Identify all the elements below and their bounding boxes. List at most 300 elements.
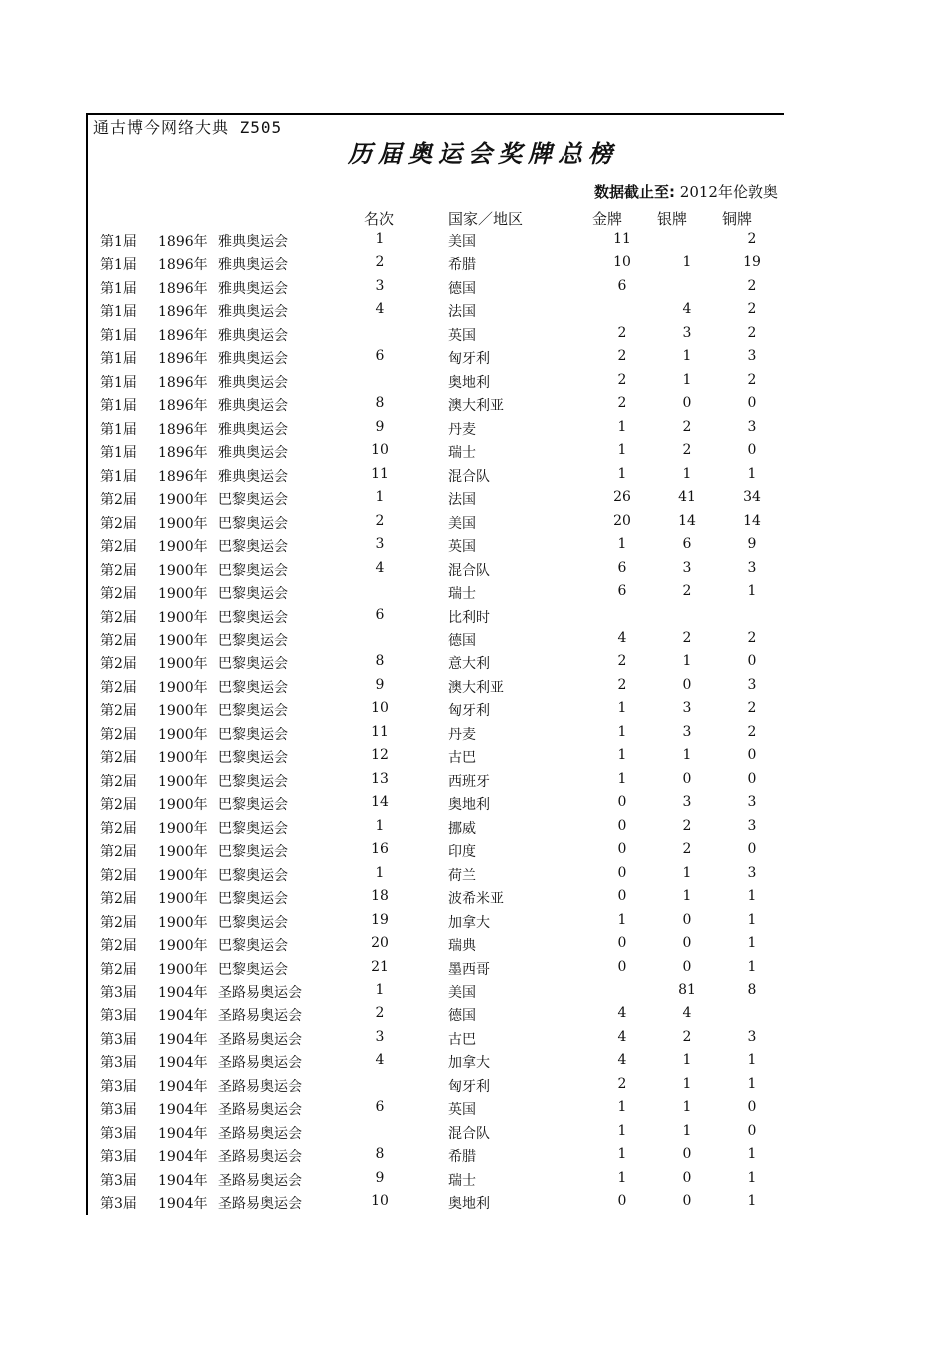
country-cell: 奥地利	[448, 374, 490, 391]
edition-cell: 第2届	[100, 820, 137, 837]
table-row	[0, 933, 950, 956]
gold-cell: 2	[617, 348, 627, 365]
year-cell: 1900年	[158, 867, 208, 884]
year-cell: 1904年	[158, 1078, 208, 1095]
rank-cell: 12	[371, 747, 389, 764]
edition-cell: 第1届	[100, 351, 137, 368]
edition-cell: 第2届	[100, 515, 137, 532]
silver-cell: 2	[682, 629, 692, 646]
silver-cell: 1	[682, 864, 692, 881]
silver-cell: 0	[682, 958, 692, 975]
games-cell: 圣路易奥运会	[218, 985, 302, 1001]
bronze-cell: 1	[747, 911, 757, 928]
bronze-cell: 0	[747, 841, 757, 858]
games-cell: 巴黎奥运会	[218, 820, 288, 837]
country-cell: 匈牙利	[448, 703, 490, 720]
silver-cell: 3	[682, 559, 692, 576]
gold-cell: 0	[617, 935, 627, 952]
year-cell: 1896年	[158, 327, 208, 344]
table-row	[0, 1074, 950, 1097]
gold-cell: 2	[617, 395, 627, 412]
rank-cell: 6	[375, 348, 385, 365]
year-cell: 1900年	[158, 562, 208, 579]
silver-cell: 2	[682, 418, 692, 435]
gold-cell: 1	[617, 1099, 627, 1116]
silver-cell: 0	[682, 935, 692, 952]
table-row	[0, 252, 950, 275]
bronze-cell: 2	[747, 277, 757, 294]
bronze-cell: 1	[747, 888, 757, 905]
year-cell: 1904年	[158, 1055, 208, 1072]
country-cell: 丹麦	[448, 421, 476, 438]
silver-cell: 1	[682, 653, 692, 670]
country-cell: 英国	[448, 327, 476, 344]
table-row	[0, 393, 950, 416]
country-cell: 古巴	[448, 1031, 476, 1048]
year-cell: 1904年	[158, 1125, 208, 1142]
page-title: 历届奥运会奖牌总榜	[348, 139, 618, 168]
country-cell: 荷兰	[448, 867, 476, 884]
edition-cell: 第2届	[100, 632, 137, 649]
edition-cell: 第3届	[100, 1008, 137, 1025]
medal-table	[0, 229, 950, 1215]
country-cell: 法国	[448, 492, 476, 509]
table-row	[0, 745, 950, 768]
year-cell: 1904年	[158, 1031, 208, 1048]
silver-cell: 2	[682, 442, 692, 459]
edition-cell: 第2届	[100, 726, 137, 743]
table-row	[0, 440, 950, 463]
table-row	[0, 675, 950, 698]
year-cell: 1900年	[158, 844, 208, 861]
silver-cell: 81	[678, 982, 696, 998]
rank-cell: 11	[371, 723, 389, 740]
games-cell: 雅典奥运会	[218, 257, 288, 274]
data-cutoff	[594, 181, 778, 202]
bronze-cell: 1	[747, 1146, 757, 1163]
silver-cell: 41	[678, 489, 696, 506]
gold-cell: 1	[617, 418, 627, 435]
gold-cell: 0	[617, 841, 627, 858]
rank-cell: 4	[375, 1052, 385, 1069]
header-bronze: 铜牌	[722, 210, 753, 228]
table-row	[0, 534, 950, 557]
edition-cell: 第2届	[100, 539, 137, 556]
games-cell: 巴黎奥运会	[218, 773, 288, 790]
edition-cell: 第3届	[100, 1031, 137, 1048]
year-cell: 1904年	[158, 1149, 208, 1166]
table-row	[0, 839, 950, 862]
country-cell: 古巴	[448, 750, 476, 767]
table-row	[0, 910, 950, 933]
edition-cell: 第2届	[100, 773, 137, 790]
table-row	[0, 487, 950, 510]
edition-cell: 第2届	[100, 492, 137, 509]
year-cell: 1900年	[158, 609, 208, 626]
year-cell: 1900年	[158, 656, 208, 673]
year-cell: 1900年	[158, 914, 208, 931]
gold-cell: 4	[617, 1005, 627, 1022]
games-cell: 圣路易奥运会	[218, 1125, 302, 1142]
bronze-cell: 3	[747, 559, 757, 576]
year-cell: 1904年	[158, 1102, 208, 1119]
table-row	[0, 323, 950, 346]
country-cell: 混合队	[448, 468, 490, 485]
games-cell: 巴黎奥运会	[218, 938, 288, 955]
year-cell: 1900年	[158, 820, 208, 837]
year-cell: 1900年	[158, 632, 208, 649]
games-cell: 雅典奥运会	[218, 374, 288, 391]
silver-cell: 4	[682, 1005, 692, 1022]
country-cell: 英国	[448, 539, 476, 556]
year-cell: 1896年	[158, 398, 208, 415]
country-cell: 瑞士	[448, 1172, 476, 1189]
bronze-cell: 1	[747, 1075, 757, 1092]
edition-cell: 第1届	[100, 445, 137, 462]
silver-cell: 3	[682, 700, 692, 717]
cutoff-value: 2012年伦敦奥	[679, 183, 778, 201]
edition-cell: 第3届	[100, 1055, 137, 1072]
bronze-cell: 2	[747, 324, 757, 341]
rank-cell: 18	[371, 888, 389, 905]
gold-cell: 2	[617, 1075, 627, 1092]
edition-cell: 第2届	[100, 961, 137, 978]
games-cell: 雅典奥运会	[218, 445, 288, 462]
rank-cell: 6	[375, 1099, 385, 1116]
games-cell: 雅典奥运会	[218, 351, 288, 368]
table-row	[0, 1003, 950, 1026]
country-cell: 混合队	[448, 1125, 490, 1142]
games-cell: 巴黎奥运会	[218, 515, 288, 532]
gold-cell: 0	[617, 864, 627, 881]
country-cell: 混合队	[448, 562, 490, 579]
games-cell: 巴黎奥运会	[218, 844, 288, 861]
year-cell: 1896年	[158, 468, 208, 485]
gold-cell: 6	[617, 583, 627, 600]
table-row	[0, 792, 950, 815]
bronze-cell: 1	[747, 958, 757, 975]
edition-cell: 第1届	[100, 234, 137, 250]
silver-cell: 1	[682, 348, 692, 365]
country-cell: 希腊	[448, 257, 476, 274]
edition-cell: 第2届	[100, 844, 137, 861]
year-cell: 1900年	[158, 492, 208, 509]
table-row	[0, 1097, 950, 1120]
country-cell: 挪威	[448, 820, 476, 837]
bronze-cell: 2	[747, 301, 757, 318]
country-cell: 印度	[448, 844, 476, 861]
rank-cell: 9	[375, 1169, 385, 1186]
table-row	[0, 769, 950, 792]
rank-cell: 19	[371, 911, 389, 928]
bronze-cell: 9	[747, 536, 757, 553]
bronze-cell: 0	[747, 395, 757, 412]
gold-cell: 0	[617, 817, 627, 834]
table-row	[0, 276, 950, 299]
bronze-cell: 3	[747, 348, 757, 365]
year-cell: 1896年	[158, 304, 208, 321]
year-cell: 1900年	[158, 539, 208, 556]
country-cell: 墨西哥	[448, 961, 490, 978]
table-row	[0, 722, 950, 745]
gold-cell: 0	[617, 888, 627, 905]
gold-cell: 20	[613, 512, 631, 529]
rank-cell: 13	[371, 770, 389, 787]
bronze-cell: 8	[747, 982, 757, 998]
table-row	[0, 816, 950, 839]
silver-cell: 0	[682, 676, 692, 693]
rank-cell: 10	[371, 700, 389, 717]
rank-cell: 14	[371, 794, 389, 811]
edition-cell: 第3届	[100, 1102, 137, 1119]
country-cell: 澳大利亚	[448, 398, 504, 415]
rank-cell: 8	[375, 1146, 385, 1163]
table-row	[0, 1168, 950, 1191]
games-cell: 巴黎奥运会	[218, 562, 288, 579]
silver-cell: 0	[682, 1193, 692, 1210]
rank-cell: 11	[371, 465, 389, 482]
year-cell: 1896年	[158, 421, 208, 438]
country-cell: 法国	[448, 304, 476, 321]
gold-cell: 1	[617, 700, 627, 717]
games-cell: 巴黎奥运会	[218, 961, 288, 978]
country-cell: 美国	[448, 234, 476, 250]
table-row	[0, 651, 950, 674]
silver-cell: 1	[682, 465, 692, 482]
bronze-cell: 0	[747, 1099, 757, 1116]
games-cell: 巴黎奥运会	[218, 679, 288, 696]
table-row	[0, 558, 950, 581]
edition-cell: 第1届	[100, 327, 137, 344]
silver-cell: 1	[682, 254, 692, 271]
year-cell: 1900年	[158, 773, 208, 790]
gold-cell: 1	[617, 442, 627, 459]
gold-cell: 0	[617, 1193, 627, 1210]
edition-cell: 第2届	[100, 867, 137, 884]
silver-cell: 1	[682, 371, 692, 388]
edition-cell: 第2届	[100, 938, 137, 955]
table-row	[0, 957, 950, 980]
edition-cell: 第2届	[100, 797, 137, 814]
rank-cell: 3	[375, 536, 385, 553]
table-row	[0, 698, 950, 721]
games-cell: 巴黎奥运会	[218, 586, 288, 603]
country-cell: 瑞士	[448, 445, 476, 462]
table-row	[0, 511, 950, 534]
rank-cell: 10	[371, 442, 389, 459]
games-cell: 雅典奥运会	[218, 398, 288, 415]
table-row	[0, 299, 950, 322]
gold-cell: 1	[617, 1146, 627, 1163]
silver-cell: 14	[678, 512, 696, 529]
bronze-cell: 14	[743, 512, 761, 529]
silver-cell: 0	[682, 1169, 692, 1186]
games-cell: 雅典奥运会	[218, 421, 288, 438]
country-cell: 德国	[448, 1008, 476, 1025]
edition-cell: 第1届	[100, 468, 137, 485]
gold-cell: 2	[617, 324, 627, 341]
games-cell: 圣路易奥运会	[218, 1102, 302, 1119]
games-cell: 巴黎奥运会	[218, 726, 288, 743]
rank-cell: 4	[375, 559, 385, 576]
bronze-cell: 0	[747, 1122, 757, 1139]
rank-cell: 2	[375, 254, 385, 271]
gold-cell: 11	[613, 231, 631, 247]
silver-cell: 0	[682, 1146, 692, 1163]
games-cell: 巴黎奥运会	[218, 797, 288, 814]
edition-cell: 第3届	[100, 1196, 137, 1213]
bronze-cell: 1	[747, 583, 757, 600]
rank-cell: 2	[375, 512, 385, 529]
country-cell: 瑞士	[448, 586, 476, 603]
bronze-cell: 1	[747, 1169, 757, 1186]
games-cell: 圣路易奥运会	[218, 1172, 302, 1189]
year-cell: 1896年	[158, 351, 208, 368]
bronze-cell: 2	[747, 629, 757, 646]
games-cell: 雅典奥运会	[218, 327, 288, 344]
table-row	[0, 980, 950, 1003]
silver-cell: 1	[682, 747, 692, 764]
year-cell: 1896年	[158, 234, 208, 250]
year-cell: 1900年	[158, 679, 208, 696]
country-cell: 丹麦	[448, 726, 476, 743]
gold-cell: 26	[613, 489, 631, 506]
country-cell: 匈牙利	[448, 1078, 490, 1095]
silver-cell: 0	[682, 770, 692, 787]
edition-cell: 第3届	[100, 1078, 137, 1095]
silver-cell: 2	[682, 583, 692, 600]
gold-cell: 10	[613, 254, 631, 271]
silver-cell: 1	[682, 1099, 692, 1116]
silver-cell: 1	[682, 1052, 692, 1069]
gold-cell: 1	[617, 1122, 627, 1139]
games-cell: 圣路易奥运会	[218, 1196, 302, 1213]
games-cell: 圣路易奥运会	[218, 1055, 302, 1072]
table-row	[0, 1144, 950, 1167]
country-cell: 波希米亚	[448, 891, 504, 908]
rank-cell: 3	[375, 277, 385, 294]
bronze-cell: 0	[747, 747, 757, 764]
gold-cell: 1	[617, 770, 627, 787]
year-cell: 1896年	[158, 374, 208, 391]
gold-cell: 6	[617, 277, 627, 294]
bronze-cell: 0	[747, 770, 757, 787]
bronze-cell: 3	[747, 794, 757, 811]
rank-cell: 8	[375, 653, 385, 670]
country-cell: 加拿大	[448, 914, 490, 931]
games-cell: 雅典奥运会	[218, 280, 288, 297]
table-row	[0, 229, 950, 252]
gold-cell: 4	[617, 629, 627, 646]
edition-cell: 第2届	[100, 679, 137, 696]
gold-cell: 1	[617, 536, 627, 553]
games-cell: 巴黎奥运会	[218, 703, 288, 720]
country-cell: 澳大利亚	[448, 679, 504, 696]
table-row	[0, 886, 950, 909]
gold-cell: 1	[617, 747, 627, 764]
rank-cell: 21	[371, 958, 389, 975]
rank-cell: 6	[375, 606, 385, 623]
year-cell: 1904年	[158, 1196, 208, 1213]
games-cell: 圣路易奥运会	[218, 1149, 302, 1166]
rank-cell: 1	[375, 489, 385, 506]
silver-cell: 2	[682, 1028, 692, 1045]
year-cell: 1900年	[158, 891, 208, 908]
gold-cell: 1	[617, 723, 627, 740]
country-cell: 英国	[448, 1102, 476, 1119]
year-cell: 1904年	[158, 1172, 208, 1189]
bronze-cell: 3	[747, 1028, 757, 1045]
year-cell: 1900年	[158, 726, 208, 743]
year-cell: 1896年	[158, 445, 208, 462]
silver-cell: 3	[682, 324, 692, 341]
silver-cell: 1	[682, 1075, 692, 1092]
silver-cell: 1	[682, 1122, 692, 1139]
country-cell: 德国	[448, 632, 476, 649]
games-cell: 圣路易奥运会	[218, 1008, 302, 1025]
bronze-cell: 3	[747, 676, 757, 693]
games-cell: 巴黎奥运会	[218, 750, 288, 767]
rank-cell: 16	[371, 841, 389, 858]
gold-cell: 6	[617, 559, 627, 576]
rank-cell: 9	[375, 676, 385, 693]
country-cell: 瑞典	[448, 938, 476, 955]
edition-cell: 第1届	[100, 257, 137, 274]
year-cell: 1904年	[158, 985, 208, 1001]
rank-cell: 20	[371, 935, 389, 952]
header-silver: 银牌	[657, 210, 688, 228]
bronze-cell: 19	[743, 254, 761, 271]
year-cell: 1896年	[158, 257, 208, 274]
gold-cell: 2	[617, 371, 627, 388]
edition-cell: 第2届	[100, 891, 137, 908]
rank-cell: 1	[375, 864, 385, 881]
header-gold: 金牌	[592, 210, 623, 228]
bronze-cell: 34	[743, 489, 761, 506]
silver-cell: 0	[682, 911, 692, 928]
gold-cell: 1	[617, 1169, 627, 1186]
edition-cell: 第2届	[100, 914, 137, 931]
rank-cell: 4	[375, 301, 385, 318]
rank-cell: 1	[375, 231, 385, 247]
games-cell: 雅典奥运会	[218, 304, 288, 321]
bronze-cell: 1	[747, 1052, 757, 1069]
edition-cell: 第2届	[100, 656, 137, 673]
bronze-cell: 0	[747, 442, 757, 459]
rank-cell: 2	[375, 1005, 385, 1022]
country-cell: 意大利	[448, 656, 490, 673]
games-cell: 巴黎奥运会	[218, 632, 288, 649]
gold-cell: 4	[617, 1028, 627, 1045]
bronze-cell: 1	[747, 1193, 757, 1210]
table-row	[0, 863, 950, 886]
edition-cell: 第1届	[100, 280, 137, 297]
year-cell: 1900年	[158, 961, 208, 978]
silver-cell: 0	[682, 395, 692, 412]
table-row	[0, 628, 950, 651]
silver-cell: 2	[682, 817, 692, 834]
silver-cell: 1	[682, 888, 692, 905]
edition-cell: 第2届	[100, 609, 137, 626]
country-cell: 美国	[448, 515, 476, 532]
rank-cell: 1	[375, 817, 385, 834]
table-row	[0, 417, 950, 440]
country-cell: 奥地利	[448, 797, 490, 814]
games-cell: 巴黎奥运会	[218, 867, 288, 884]
rank-cell: 9	[375, 418, 385, 435]
table-row	[0, 370, 950, 393]
table-row	[0, 1191, 950, 1214]
